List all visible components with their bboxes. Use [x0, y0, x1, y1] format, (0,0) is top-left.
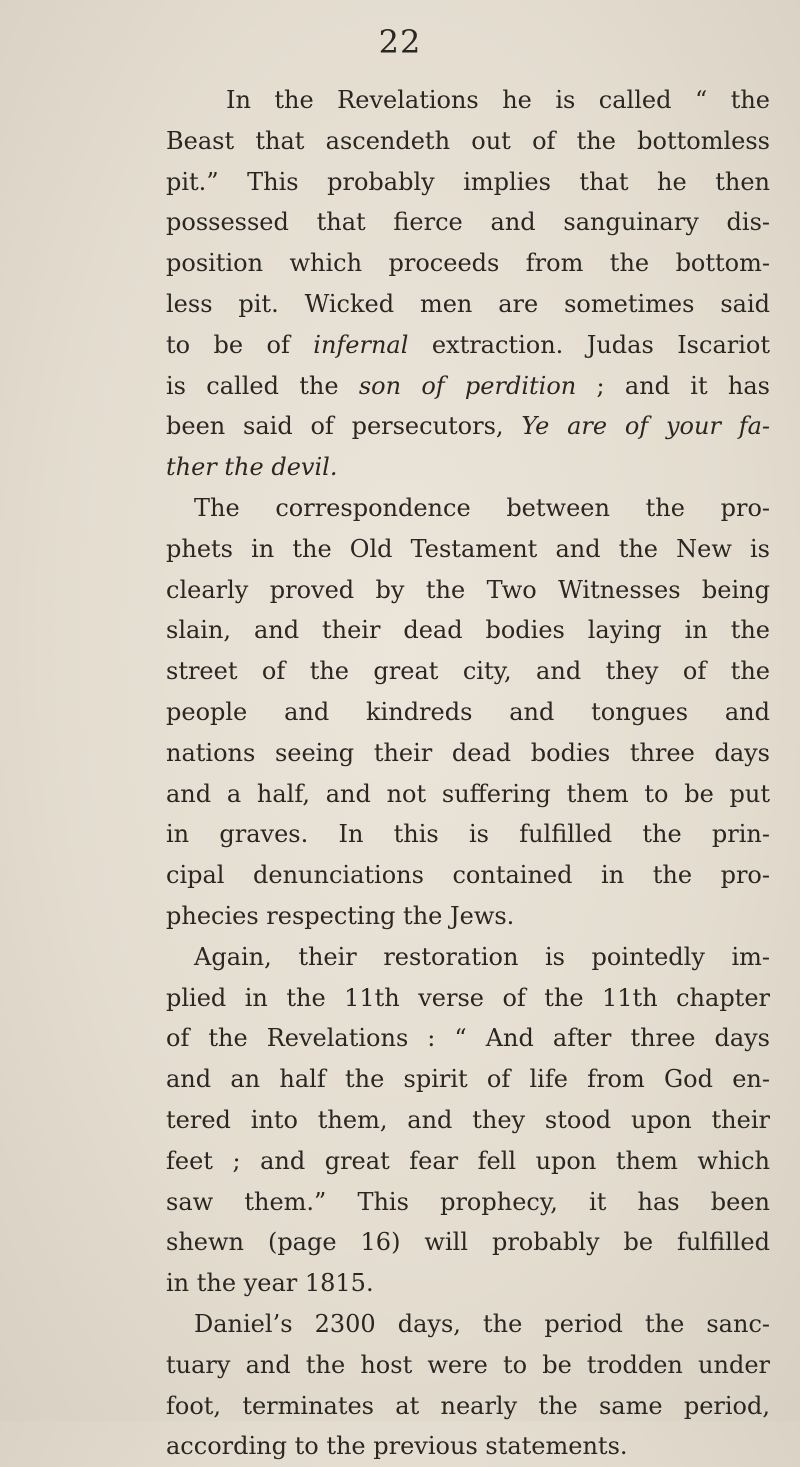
text-line: plied in the 11th verse of the 11th chapter — [166, 983, 770, 1012]
text-line: ther the devil. — [166, 453, 338, 482]
body-text — [166, 80, 770, 1467]
text-line: in graves. In this is fulfilled the prin- — [166, 820, 770, 849]
text-line: position which proceeds from the bottom- — [166, 249, 770, 278]
text-line: clearly proved by the Two Witnesses being — [166, 575, 770, 604]
page-number: 22 — [378, 23, 422, 61]
text-line: street of the great city, and they of the — [166, 657, 770, 686]
text-line: slain, and their dead bodies laying in the — [166, 616, 770, 645]
text-line: phecies respecting the Jews. — [166, 901, 515, 930]
text-line: pit.” This probably implies that he then — [166, 167, 770, 196]
text-line: according to the previous statements. — [166, 1432, 628, 1461]
text-line: and a half, and not suffering them to be put — [166, 779, 770, 808]
text-line: In the Revelations he is called “ the — [226, 86, 770, 114]
text-line: been said of persecutors, Ye are of your fa- — [166, 412, 770, 441]
text-line: of the Revelations : “ And after three days — [166, 1024, 770, 1053]
text-line: Again, their restoration is pointedly im- — [194, 942, 770, 971]
text-line: cipal denunciations contained in the pro- — [166, 861, 770, 890]
text-line: to be of infernal extraction. Judas Iscariot — [166, 330, 770, 359]
text-line: less pit. Wicked men are sometimes said — [166, 289, 770, 318]
text-line: possessed that fierce and sanguinary dis- — [166, 208, 770, 237]
text-line: saw them.” This prophecy, it has been — [166, 1187, 770, 1216]
text-line: Beast that ascendeth out of the bottomless — [166, 126, 770, 155]
text-line: shewn (page 16) will probably be fulfilled — [166, 1228, 770, 1257]
text-line: feet ; and great fear fell upon them which — [166, 1146, 770, 1175]
text-line: Daniel’s 2300 days, the period the sanc- — [194, 1309, 770, 1338]
text-line: foot, terminates at nearly the same period, — [166, 1391, 770, 1420]
text-line: nations seeing their dead bodies three days — [166, 738, 770, 767]
text-line: phets in the Old Testament and the New is — [166, 534, 770, 563]
text-line: and an half the spirit of life from God en- — [166, 1065, 770, 1094]
text-line: tuary and the host were to be trodden under — [166, 1350, 770, 1379]
text-line: in the year 1815. — [166, 1269, 374, 1298]
text-line: people and kindreds and tongues and — [166, 697, 770, 726]
text-line: tered into them, and they stood upon their — [166, 1105, 770, 1134]
text-line: is called the son of perdition ; and it has — [166, 371, 770, 400]
text-line: The correspondence between the pro- — [194, 493, 770, 522]
